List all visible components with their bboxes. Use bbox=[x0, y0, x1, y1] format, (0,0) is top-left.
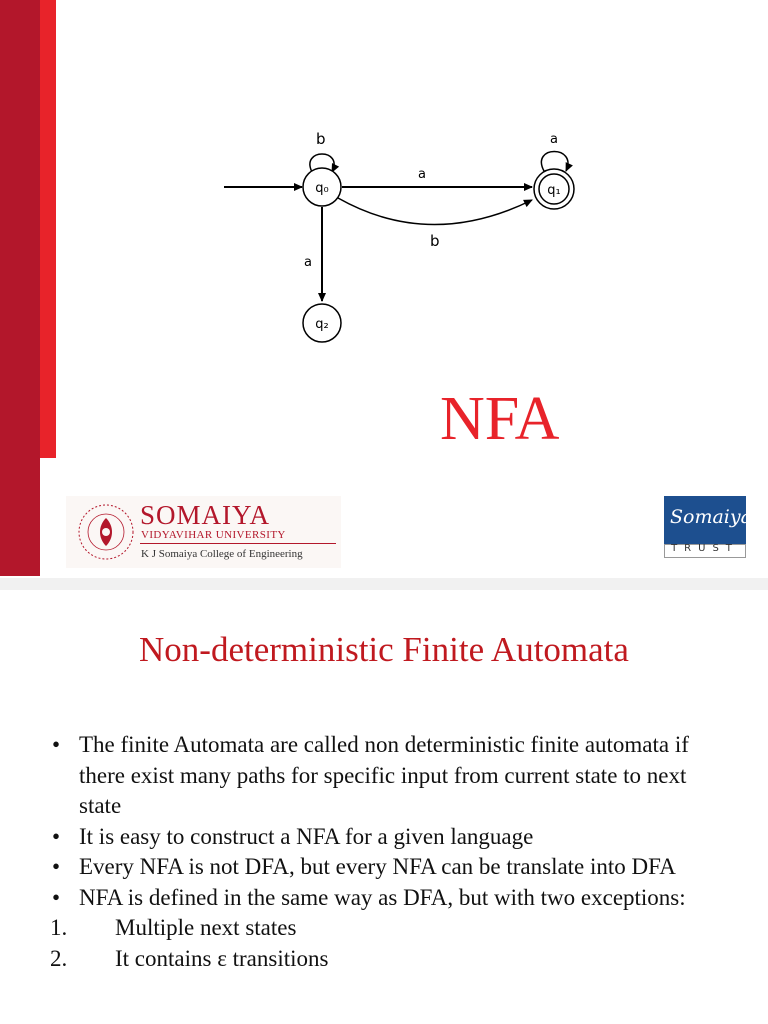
state-q1-label: q₁ bbox=[547, 183, 561, 198]
bullet-item: • Every NFA is not DFA, but every NFA can be translate into DFA bbox=[50, 852, 730, 883]
state-q0-label: q₀ bbox=[315, 181, 329, 196]
logo-name: SOMAIYA bbox=[140, 500, 271, 530]
slide-divider bbox=[0, 578, 768, 590]
transition-q1-q1 bbox=[541, 152, 568, 172]
trust-logo-word: TRUST bbox=[671, 543, 739, 554]
logo-subtitle: VIDYAVIHAR UNIVERSITY bbox=[141, 529, 286, 541]
transition-q0-q1-b bbox=[338, 198, 532, 225]
transition-label-q1-q1: a bbox=[550, 132, 558, 147]
somaiya-trust-logo bbox=[664, 496, 752, 560]
item-number: 2. bbox=[50, 945, 68, 971]
transition-label-q0-q0: b bbox=[316, 130, 326, 148]
logo-college: K J Somaiya College of Engineering bbox=[141, 548, 303, 560]
item-text: It contains ε transitions bbox=[115, 945, 329, 971]
bullet-list bbox=[50, 730, 730, 974]
bullet-item: • It is easy to construct a NFA for a given language bbox=[50, 822, 730, 853]
university-seal-icon bbox=[76, 502, 136, 562]
nfa-state-diagram bbox=[200, 120, 600, 350]
trust-logo-script: Somaiya bbox=[670, 506, 752, 528]
transition-label-q0-q2: a bbox=[304, 255, 312, 270]
item-text: Multiple next states bbox=[115, 915, 297, 940]
slide-nfa-definition bbox=[0, 590, 768, 1024]
bullet-item: • The finite Automata are called non deterministic finite automata if there exist many paths for specific input from current state to next state bbox=[50, 730, 730, 822]
numbered-item bbox=[50, 913, 730, 944]
accent-bar-bright bbox=[40, 0, 56, 458]
item-number: 1. bbox=[50, 915, 68, 940]
state-q2-label: q₂ bbox=[315, 317, 329, 332]
transition-label-q0-q1-b: b bbox=[430, 232, 440, 250]
accent-bar-dark bbox=[0, 0, 40, 576]
slide-title: NFA bbox=[440, 385, 560, 453]
transition-label-q0-q1-a: a bbox=[418, 167, 426, 182]
slide-title: Non-deterministic Finite Automata bbox=[139, 630, 629, 669]
numbered-item bbox=[50, 944, 730, 975]
logo-divider bbox=[140, 543, 336, 544]
bullet-item: • NFA is defined in the same way as DFA, but with two exceptions: bbox=[50, 883, 730, 914]
